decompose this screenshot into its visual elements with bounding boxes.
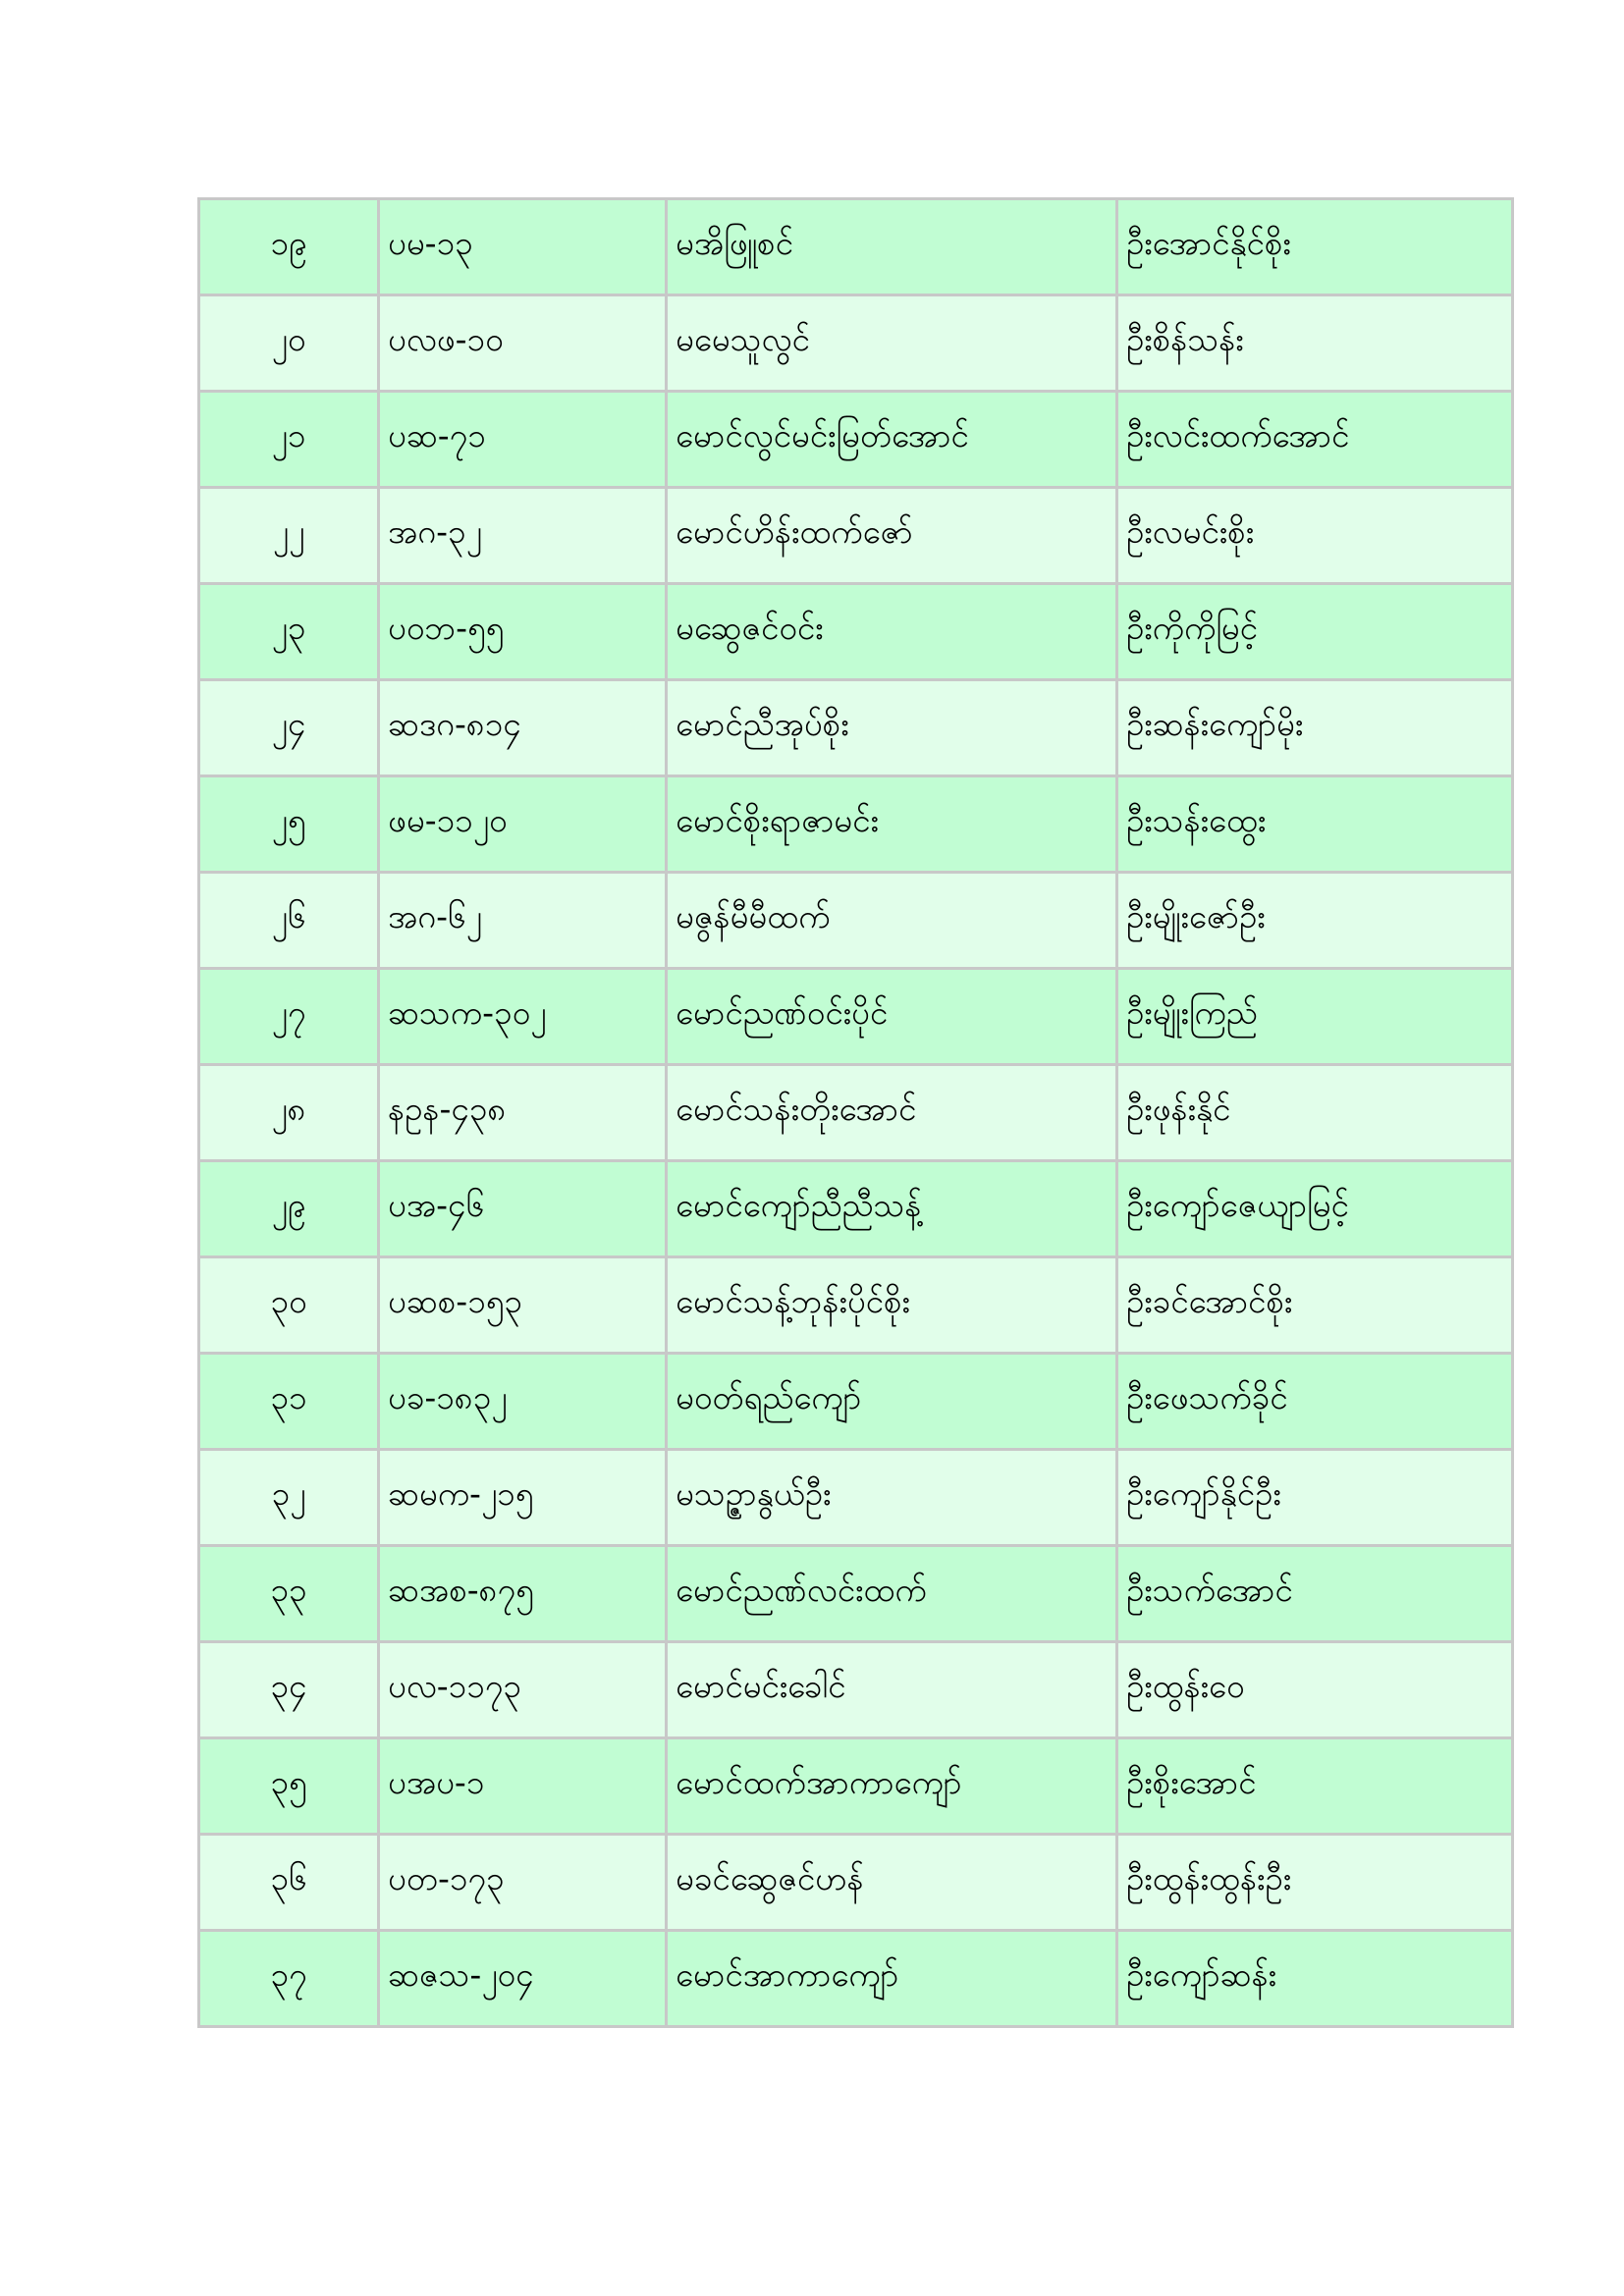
student-name: မဇွန်မီမီထက် xyxy=(667,873,1117,969)
roll-number: ပလဖ-၁၀ xyxy=(379,295,667,392)
student-name: မောင်ညဏ်လင်းထက် xyxy=(667,1546,1117,1642)
father-name: ဦးဖေသက်ခိုင် xyxy=(1117,1354,1513,1450)
student-name: မဆွေဇင်ဝင်း xyxy=(667,584,1117,680)
student-name: မောင်ညီအုပ်စိုး xyxy=(667,680,1117,776)
row-number: ၃၃ xyxy=(199,1546,379,1642)
roll-number: အဂ-၃၂ xyxy=(379,488,667,584)
table-row xyxy=(199,1738,1513,1835)
roll-number: ဆဒဂ-၈၁၄ xyxy=(379,680,667,776)
roll-number: ဆသက-၃၀၂ xyxy=(379,969,667,1065)
student-name: မောင်ထက်အာကာကျော် xyxy=(667,1738,1117,1835)
table-row xyxy=(199,1065,1513,1161)
father-name: ဦးကျော်နိုင်ဦး xyxy=(1117,1450,1513,1546)
roll-number: နဥန-၄၃၈ xyxy=(379,1065,667,1161)
father-name: ဦးလင်းထက်အောင် xyxy=(1117,392,1513,488)
father-name: ဦးစိုးအောင် xyxy=(1117,1738,1513,1835)
roll-number: ပတ-၁၇၃ xyxy=(379,1835,667,1931)
father-name: ဦးကျော်ဆန်း xyxy=(1117,1931,1513,2027)
student-name: မောင်ညဏ်ဝင်းပိုင် xyxy=(667,969,1117,1065)
father-name: ဦးကိုကိုမြင့် xyxy=(1117,584,1513,680)
student-name: မအိဖြူစင် xyxy=(667,199,1117,295)
table-row xyxy=(199,392,1513,488)
table-row xyxy=(199,488,1513,584)
row-number: ၃၇ xyxy=(199,1931,379,2027)
student-name: မောင်သန့်ဘုန်းပိုင်စိုး xyxy=(667,1257,1117,1354)
roll-number: အဂ-၆၂ xyxy=(379,873,667,969)
roll-number: ပအပ-၁ xyxy=(379,1738,667,1835)
roll-number: ပဆ-၇၁ xyxy=(379,392,667,488)
father-name: ဦးခင်အောင်စိုး xyxy=(1117,1257,1513,1354)
student-name: မောင်မင်းခေါင် xyxy=(667,1642,1117,1738)
roll-number: ပအ-၄၆ xyxy=(379,1161,667,1257)
row-number: ၂၃ xyxy=(199,584,379,680)
student-name: မောင်ဟိန်းထက်ဇော် xyxy=(667,488,1117,584)
student-roster-table xyxy=(197,197,1514,2028)
roll-number: ဖမ-၁၁၂၀ xyxy=(379,776,667,873)
father-name: ဦးမျိုးကြည် xyxy=(1117,969,1513,1065)
table-row xyxy=(199,584,1513,680)
table-row xyxy=(199,1354,1513,1450)
table-row xyxy=(199,295,1513,392)
roll-number: ပမ-၁၃ xyxy=(379,199,667,295)
student-name: မောင်အာကာကျော် xyxy=(667,1931,1117,2027)
father-name: ဦးလမင်းစိုး xyxy=(1117,488,1513,584)
row-number: ၃၆ xyxy=(199,1835,379,1931)
student-name: မောင်သန်းတိုးအောင် xyxy=(667,1065,1117,1161)
table-row xyxy=(199,1450,1513,1546)
table-row xyxy=(199,1161,1513,1257)
father-name: ဦးသက်အောင် xyxy=(1117,1546,1513,1642)
father-name: ဦးထွန်းထွန်းဦး xyxy=(1117,1835,1513,1931)
table-row xyxy=(199,1546,1513,1642)
father-name: ဦးအောင်နိုင်စိုး xyxy=(1117,199,1513,295)
row-number: ၂၇ xyxy=(199,969,379,1065)
roll-number: ပဝဘ-၅၅ xyxy=(379,584,667,680)
row-number: ၂၅ xyxy=(199,776,379,873)
table-row xyxy=(199,776,1513,873)
father-name: ဦးဖုန်းနိုင် xyxy=(1117,1065,1513,1161)
row-number: ၃၄ xyxy=(199,1642,379,1738)
father-name: ဦးစိန်သန်း xyxy=(1117,295,1513,392)
table-row xyxy=(199,1642,1513,1738)
table-row xyxy=(199,873,1513,969)
row-number: ၂၀ xyxy=(199,295,379,392)
row-number: ၂၂ xyxy=(199,488,379,584)
student-name: မောင်စိုးရာဇာမင်း xyxy=(667,776,1117,873)
row-number: ၂၄ xyxy=(199,680,379,776)
roll-number: ဆမက-၂၁၅ xyxy=(379,1450,667,1546)
student-name: မောင်လွင်မင်းမြတ်အောင် xyxy=(667,392,1117,488)
table-row xyxy=(199,1257,1513,1354)
table-row xyxy=(199,199,1513,295)
roll-number: ဆအစ-၈၇၅ xyxy=(379,1546,667,1642)
row-number: ၂၆ xyxy=(199,873,379,969)
roll-number: ဆဇသ-၂၀၄ xyxy=(379,1931,667,2027)
row-number: ၂၈ xyxy=(199,1065,379,1161)
student-name: မသဉ္ဇာနွယ်ဦး xyxy=(667,1450,1117,1546)
student-name: မောင်ကျော်ညီညီသန့် xyxy=(667,1161,1117,1257)
row-number: ၃၁ xyxy=(199,1354,379,1450)
student-name: မမေသူလွင် xyxy=(667,295,1117,392)
father-name: ဦးသန်းထွေး xyxy=(1117,776,1513,873)
roster-body xyxy=(199,199,1513,2027)
table-row xyxy=(199,1835,1513,1931)
row-number: ၃၂ xyxy=(199,1450,379,1546)
student-name: မဝတ်ရည်ကျော် xyxy=(667,1354,1117,1450)
father-name: ဦးမျိုးဇော်ဦး xyxy=(1117,873,1513,969)
table-row xyxy=(199,969,1513,1065)
row-number: ၃၅ xyxy=(199,1738,379,1835)
father-name: ဦးဆန်းကျော်မိုး xyxy=(1117,680,1513,776)
row-number: ၃၀ xyxy=(199,1257,379,1354)
row-number: ၁၉ xyxy=(199,199,379,295)
student-name: မခင်ဆွေဇင်ဟန် xyxy=(667,1835,1117,1931)
table-row xyxy=(199,1931,1513,2027)
row-number: ၂၁ xyxy=(199,392,379,488)
table-row xyxy=(199,680,1513,776)
father-name: ဦးထွန်းဝေ xyxy=(1117,1642,1513,1738)
father-name: ဦးကျော်ဇေယျာမြင့် xyxy=(1117,1161,1513,1257)
row-number: ၂၉ xyxy=(199,1161,379,1257)
roll-number: ပလ-၁၁၇၃ xyxy=(379,1642,667,1738)
roll-number: ပခ-၁၈၃၂ xyxy=(379,1354,667,1450)
roll-number: ပဆစ-၁၅၃ xyxy=(379,1257,667,1354)
